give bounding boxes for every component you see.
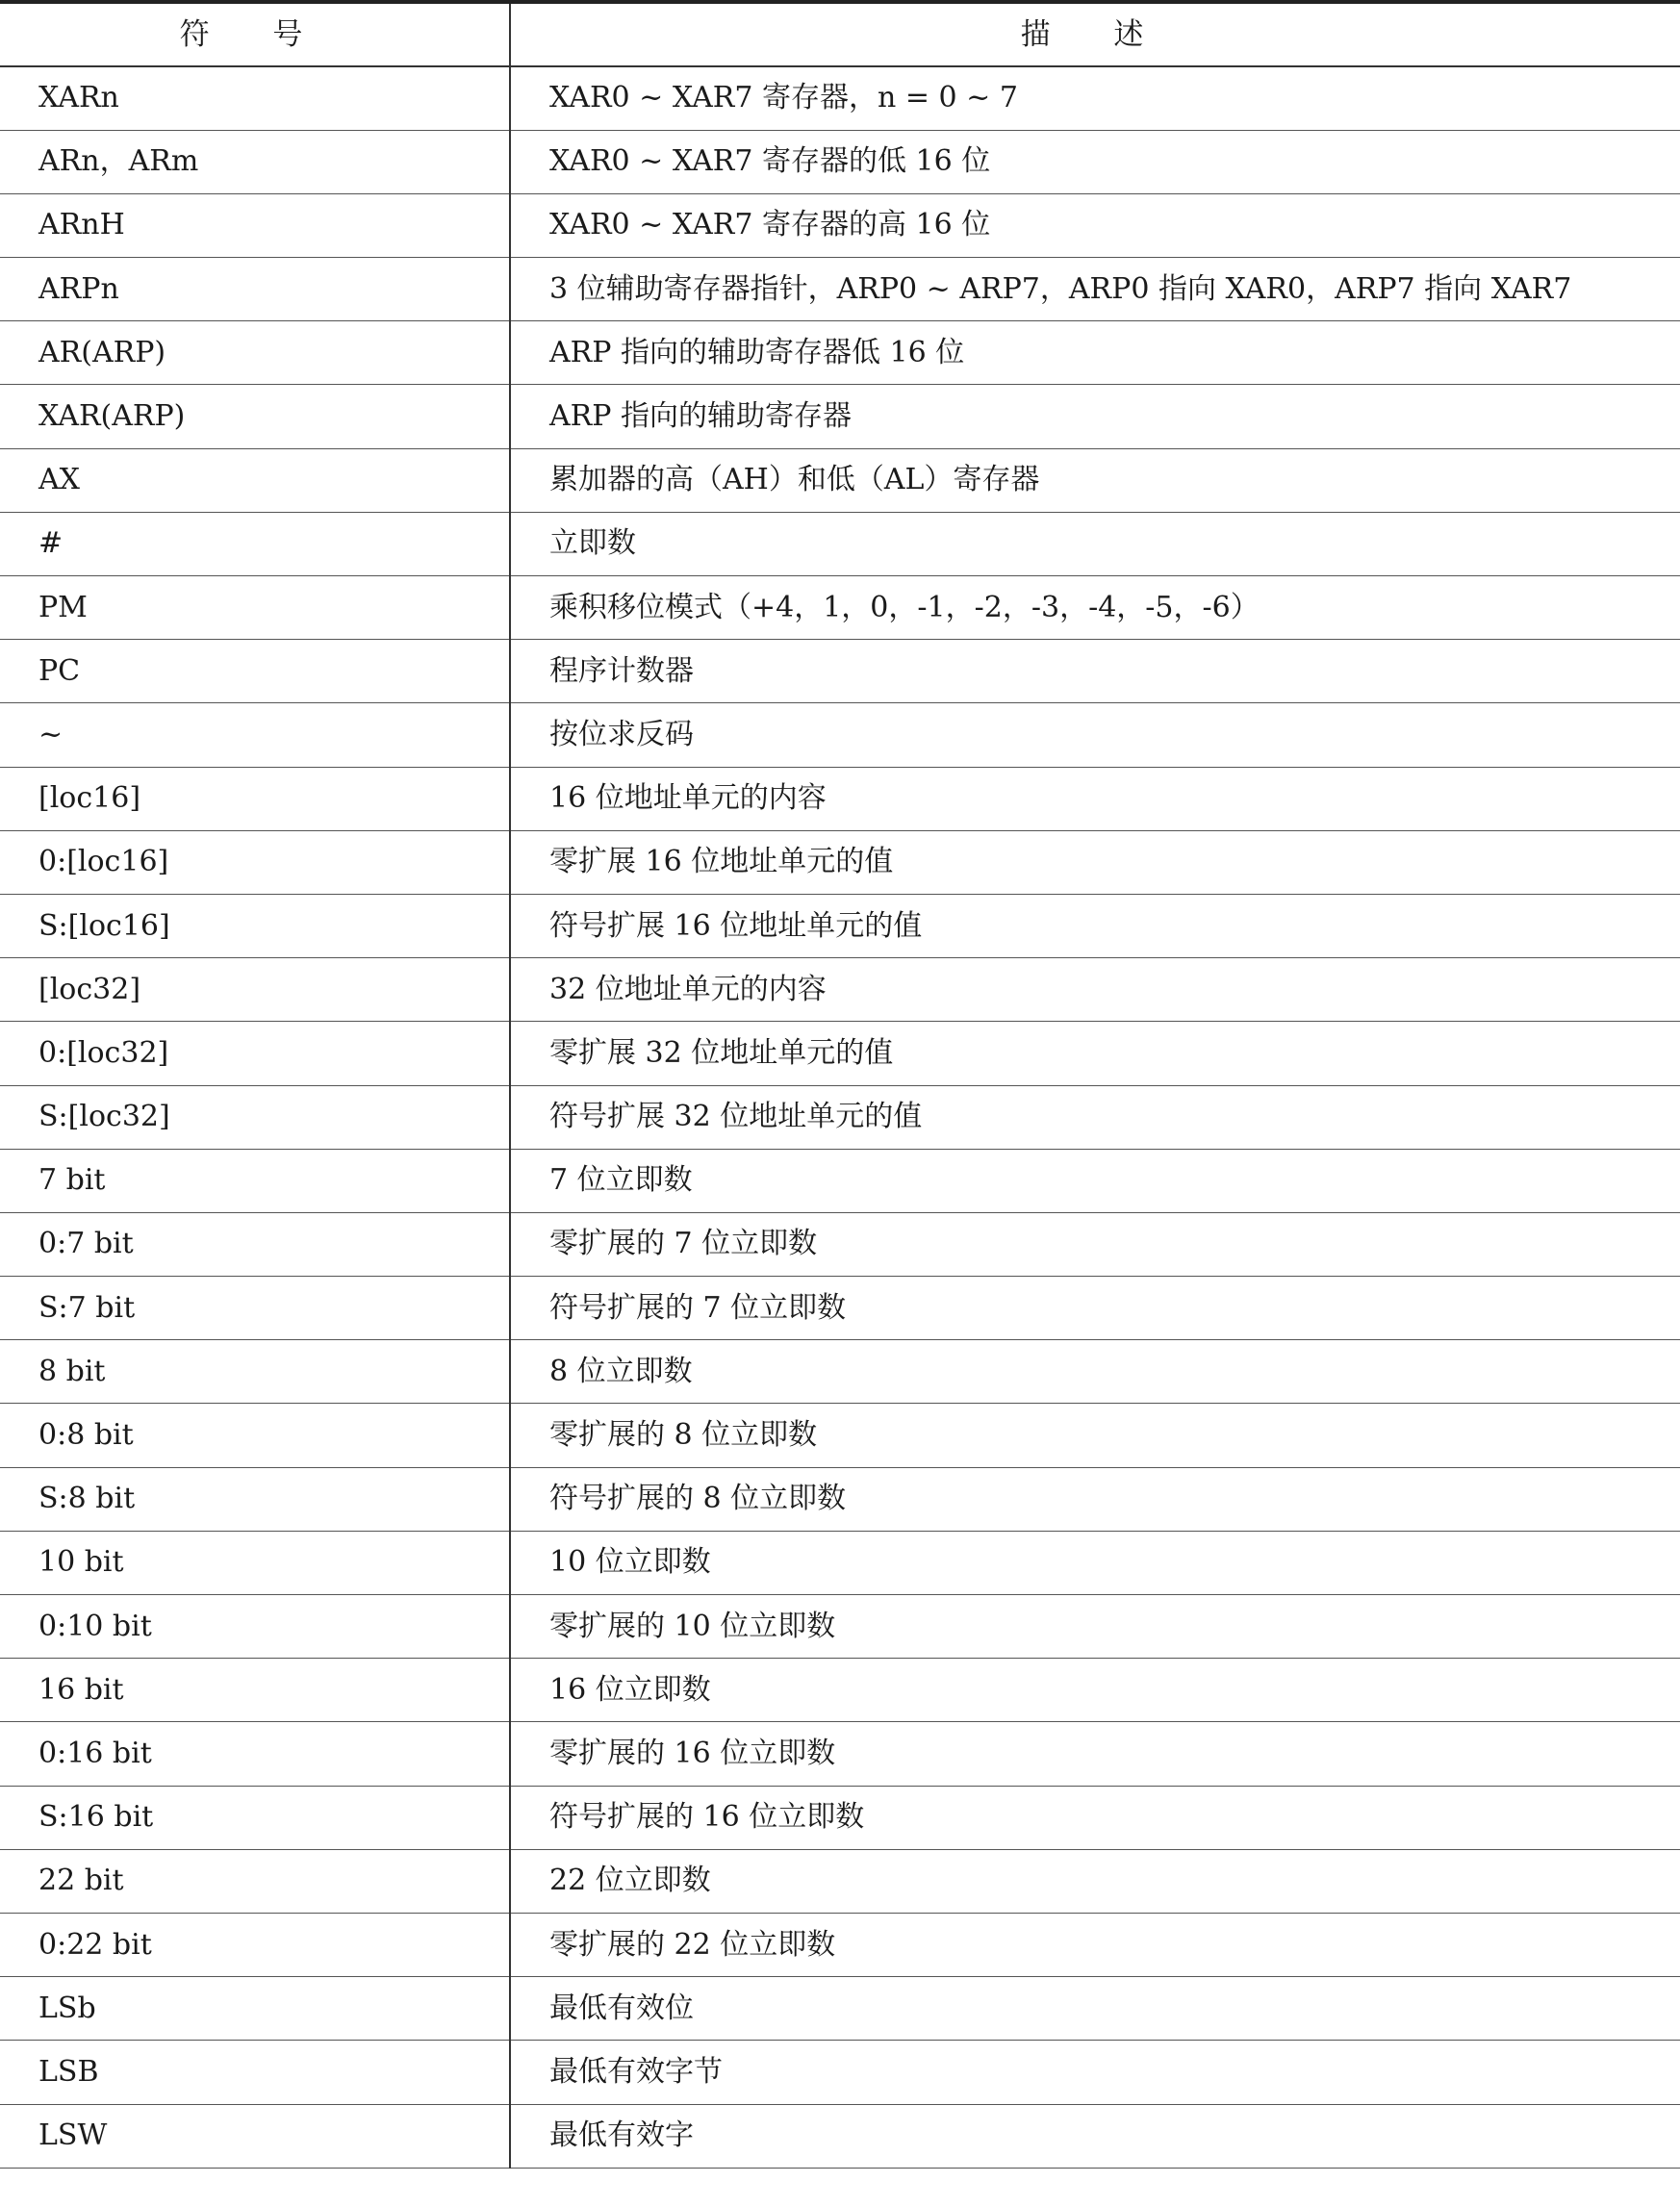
description-cell: 乘积移位模式（+4，1，0，-1，-2，-3，-4，-5，-6）: [510, 576, 1680, 640]
table-row: [0, 1212, 1680, 1276]
symbol-cell: ARnH: [0, 193, 510, 257]
description-cell: 7 位立即数: [510, 1149, 1680, 1212]
description-cell: XAR0 ~ XAR7 寄存器，n = 0 ~ 7: [510, 66, 1680, 130]
description-cell: 立即数: [510, 512, 1680, 575]
symbol-cell: S:16 bit: [0, 1786, 510, 1849]
symbol-cell: ~: [0, 703, 510, 767]
table-row: [0, 576, 1680, 640]
table-row: [0, 448, 1680, 512]
table-body: [0, 66, 1680, 2168]
description-cell: 符号扩展 32 位地址单元的值: [510, 1085, 1680, 1149]
table-row: [0, 767, 1680, 830]
description-cell: 符号扩展的 16 位立即数: [510, 1786, 1680, 1849]
description-cell: 符号扩展的 8 位立即数: [510, 1467, 1680, 1531]
symbol-cell: ARn，ARm: [0, 130, 510, 193]
description-cell: ARP 指向的辅助寄存器低 16 位: [510, 321, 1680, 385]
table-row: [0, 1786, 1680, 1849]
description-cell: 10 位立即数: [510, 1531, 1680, 1594]
table-row: [0, 1340, 1680, 1404]
symbol-cell: 22 bit: [0, 1849, 510, 1913]
symbol-cell: 0:8 bit: [0, 1404, 510, 1467]
description-cell: XAR0 ~ XAR7 寄存器的高 16 位: [510, 193, 1680, 257]
table-row: [0, 1085, 1680, 1149]
description-cell: 16 位地址单元的内容: [510, 767, 1680, 830]
symbol-cell: S:7 bit: [0, 1277, 510, 1340]
table-row: [0, 1404, 1680, 1467]
table-row: [0, 830, 1680, 894]
table-row: [0, 1913, 1680, 1976]
description-cell: 程序计数器: [510, 640, 1680, 703]
description-cell: 累加器的高（AH）和低（AL）寄存器: [510, 448, 1680, 512]
table-row: [0, 1531, 1680, 1594]
symbol-cell: LSb: [0, 1977, 510, 2041]
description-cell: 3 位辅助寄存器指针，ARP0 ~ ARP7，ARP0 指向 XAR0，ARP7 指向 XAR7: [510, 258, 1680, 321]
description-cell: 按位求反码: [510, 703, 1680, 767]
symbol-cell: 0:[loc32]: [0, 1022, 510, 1085]
table-row: [0, 703, 1680, 767]
description-cell: XAR0 ~ XAR7 寄存器的低 16 位: [510, 130, 1680, 193]
header-row: [0, 2, 1680, 66]
description-cell: ARP 指向的辅助寄存器: [510, 385, 1680, 448]
table-row: [0, 1022, 1680, 1085]
description-cell: 最低有效字节: [510, 2041, 1680, 2104]
table-row: [0, 321, 1680, 385]
table-row: [0, 640, 1680, 703]
description-cell: 零扩展 32 位地址单元的值: [510, 1022, 1680, 1085]
symbol-cell: AX: [0, 448, 510, 512]
description-cell: 最低有效位: [510, 1977, 1680, 2041]
table-row: [0, 130, 1680, 193]
description-cell: 22 位立即数: [510, 1849, 1680, 1913]
table-row: [0, 258, 1680, 321]
table-row: [0, 1467, 1680, 1531]
symbol-cell: XAR(ARP): [0, 385, 510, 448]
symbol-cell: 0:22 bit: [0, 1913, 510, 1976]
table-row: [0, 193, 1680, 257]
description-cell: 符号扩展的 7 位立即数: [510, 1277, 1680, 1340]
symbol-cell: [loc32]: [0, 958, 510, 1022]
symbol-cell: 0:[loc16]: [0, 830, 510, 894]
table-row: [0, 1977, 1680, 2041]
symbol-cell: 0:16 bit: [0, 1722, 510, 1786]
description-cell: 8 位立即数: [510, 1340, 1680, 1404]
symbol-cell: PM: [0, 576, 510, 640]
table-row: [0, 1277, 1680, 1340]
symbol-cell: PC: [0, 640, 510, 703]
symbol-cell: #: [0, 512, 510, 575]
symbol-cell: 16 bit: [0, 1659, 510, 1722]
symbol-cell: S:8 bit: [0, 1467, 510, 1531]
symbol-cell: ARPn: [0, 258, 510, 321]
description-cell: 16 位立即数: [510, 1659, 1680, 1722]
description-cell: 最低有效字: [510, 2104, 1680, 2168]
symbol-cell: [loc16]: [0, 767, 510, 830]
description-cell: 零扩展的 16 位立即数: [510, 1722, 1680, 1786]
header-description: 描 述: [510, 2, 1680, 66]
description-cell: 符号扩展 16 位地址单元的值: [510, 894, 1680, 957]
table-row: [0, 2041, 1680, 2104]
symbol-cell: AR(ARP): [0, 321, 510, 385]
description-cell: 零扩展的 7 位立即数: [510, 1212, 1680, 1276]
table-row: [0, 385, 1680, 448]
table-row: [0, 1595, 1680, 1659]
table-row: [0, 958, 1680, 1022]
symbol-cell: LSW: [0, 2104, 510, 2168]
header-symbol: 符 号: [0, 2, 510, 66]
table-row: [0, 1849, 1680, 1913]
symbol-cell: 7 bit: [0, 1149, 510, 1212]
table-row: [0, 894, 1680, 957]
description-cell: 32 位地址单元的内容: [510, 958, 1680, 1022]
symbol-cell: S:[loc32]: [0, 1085, 510, 1149]
description-cell: 零扩展的 10 位立即数: [510, 1595, 1680, 1659]
table-row: [0, 1722, 1680, 1786]
table-row: [0, 512, 1680, 575]
symbol-cell: S:[loc16]: [0, 894, 510, 957]
symbol-cell: 0:7 bit: [0, 1212, 510, 1276]
description-cell: 零扩展的 8 位立即数: [510, 1404, 1680, 1467]
description-cell: 零扩展的 22 位立即数: [510, 1913, 1680, 1976]
table-row: [0, 66, 1680, 130]
symbol-cell: 10 bit: [0, 1531, 510, 1594]
symbol-cell: XARn: [0, 66, 510, 130]
table-row: [0, 1659, 1680, 1722]
symbol-cell: 8 bit: [0, 1340, 510, 1404]
table-row: [0, 1149, 1680, 1212]
table-row: [0, 2104, 1680, 2168]
symbol-cell: LSB: [0, 2041, 510, 2104]
symbol-cell: 0:10 bit: [0, 1595, 510, 1659]
description-cell: 零扩展 16 位地址单元的值: [510, 830, 1680, 894]
table-header: [0, 2, 1680, 66]
